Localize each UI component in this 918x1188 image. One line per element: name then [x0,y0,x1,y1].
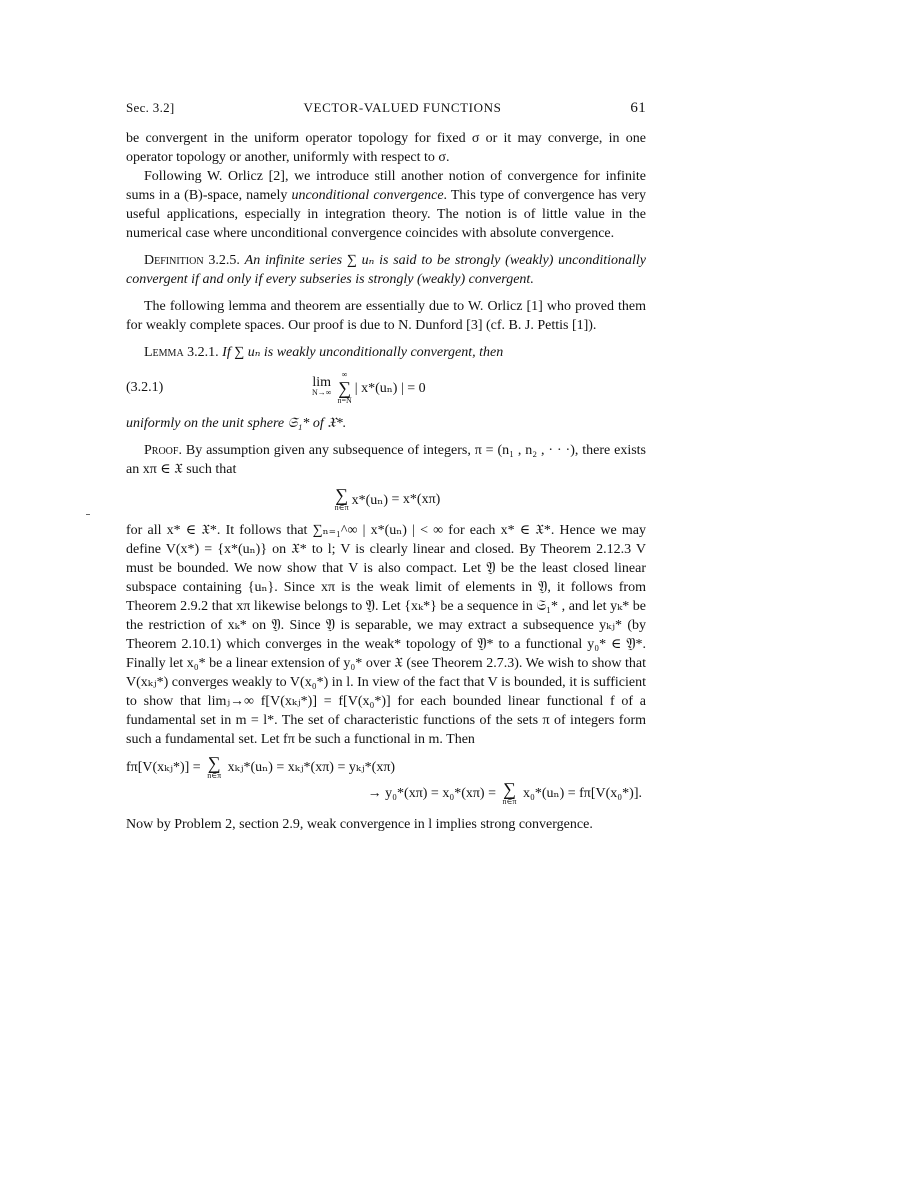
definition [126,251,646,289]
page-number: 61 [630,100,646,116]
running-header [126,100,646,117]
equation-number: (3.2.1) [126,380,164,395]
running-title: VECTOR-VALUED FUNCTIONS [303,100,502,115]
lemma-label: Lemma 3.2.1. [144,345,219,360]
paragraph: Following W. Orlicz [2], we introduce still another notion of convergence for infinite sums in a (B)-space, namely unconditional convergence. This type of convergence has very useful applications, especially in integration theory. The notion is of little value in the numerical case where unconditional convergence coincides with absolute convergence. [126,169,647,241]
margin-mark [86,514,90,515]
lemma-continuation: uniformly on the unit sphere 𝔖₁* of 𝔛*. [126,416,347,431]
paragraph: be convergent in the uniform operator topology for fixed σ or it may converge, in one operator topology or another, uniformly with respect to σ. [126,131,646,165]
equation: fπ[V(xₖⱼ*)] = ∑ n∈π xₖⱼ*(uₙ) = xₖⱼ*(xπ) = yₖⱼ*(xπ) [126,753,396,780]
paragraph: for all x* ∈ 𝔛*. It follows that ∑ₙ₌₁^∞ | x*(uₙ) | < ∞ for each x* ∈ 𝔛*. Hence we may define V(x*) = {x*(uₙ)} on 𝔛* to l; V is clearly linear and closed. By Theorem 2.12.3 V must be bounded. We now show that V is also compact. Let 𝔜 be the least closed linear subspace containing {uₙ}. Since xπ is the weak limit of elements in 𝔜, it follows from Theorem 2.9.2 that xπ likewise belongs to 𝔜. Let {xₖ*} be a sequence in 𝔖₁* , and let yₖ* be the restriction of xₖ* on 𝔜. Since 𝔜 is separable, we may extract a subsequence yₖⱼ* (by Theorem 2.10.1) which converges in the weak* topology of 𝔜* to a functional y₀* ∈ 𝔜*. Finally let x₀* be a linear extension of y₀* over 𝔛 (see Theorem 2.7.3). We wish to show that V(xₖⱼ*) converges weakly to V(x₀*) in l. In view of the fact that V is bounded, it is sufficient to show that limⱼ→∞ f[V(xₖⱼ*)] = f[V(x₀*)] for each bounded linear functional f of a fundamental set in m = l*. The set of characteristic functions of the sets π of integers form such a fundamental set. Let fπ be such a functional in m. Then [126,523,646,747]
section-ref: Sec. 3.2] [126,100,175,115]
paragraph: The following lemma and theorem are essentially due to W. Orlicz [1] who proved them for weakly complete spaces. Our proof is due to N. Dunford [3] (cf. B. J. Pettis [1]). [126,299,646,333]
equation-3-2-1: (3.2.1) lim N→∞ ∞ ∑ n=N | x*(uₙ) | = 0 [126,370,426,405]
proof-label: Proof. [144,443,182,458]
page [126,100,646,834]
equation: ∑ n∈π x*(uₙ) = x*(xπ) [334,485,441,512]
emphasis: unconditional convergence [291,188,444,203]
proof: Proof. By assumption given any subsequence of integers, π = (n₁ , n₂ , · · ·), there exists an xπ ∈ 𝔛 such that [126,443,646,477]
definition-text: An infinite series ∑ uₙ is said to be strongly (weakly) unconditionally convergent if and only if every subseries is strongly (weakly) convergent. [126,253,647,287]
equation: → y₀*(xπ) = x₀*(xπ) = ∑ n∈π x₀*(uₙ) = fπ[V(x₀*)]. [367,779,642,806]
definition-label: Definition 3.2.5. [144,253,240,268]
lemma [126,343,646,362]
lemma-text: If ∑ uₙ is weakly unconditionally convergent, then [222,345,504,360]
paragraph: Now by Problem 2, section 2.9, weak convergence in l implies strong convergence. [126,817,593,832]
